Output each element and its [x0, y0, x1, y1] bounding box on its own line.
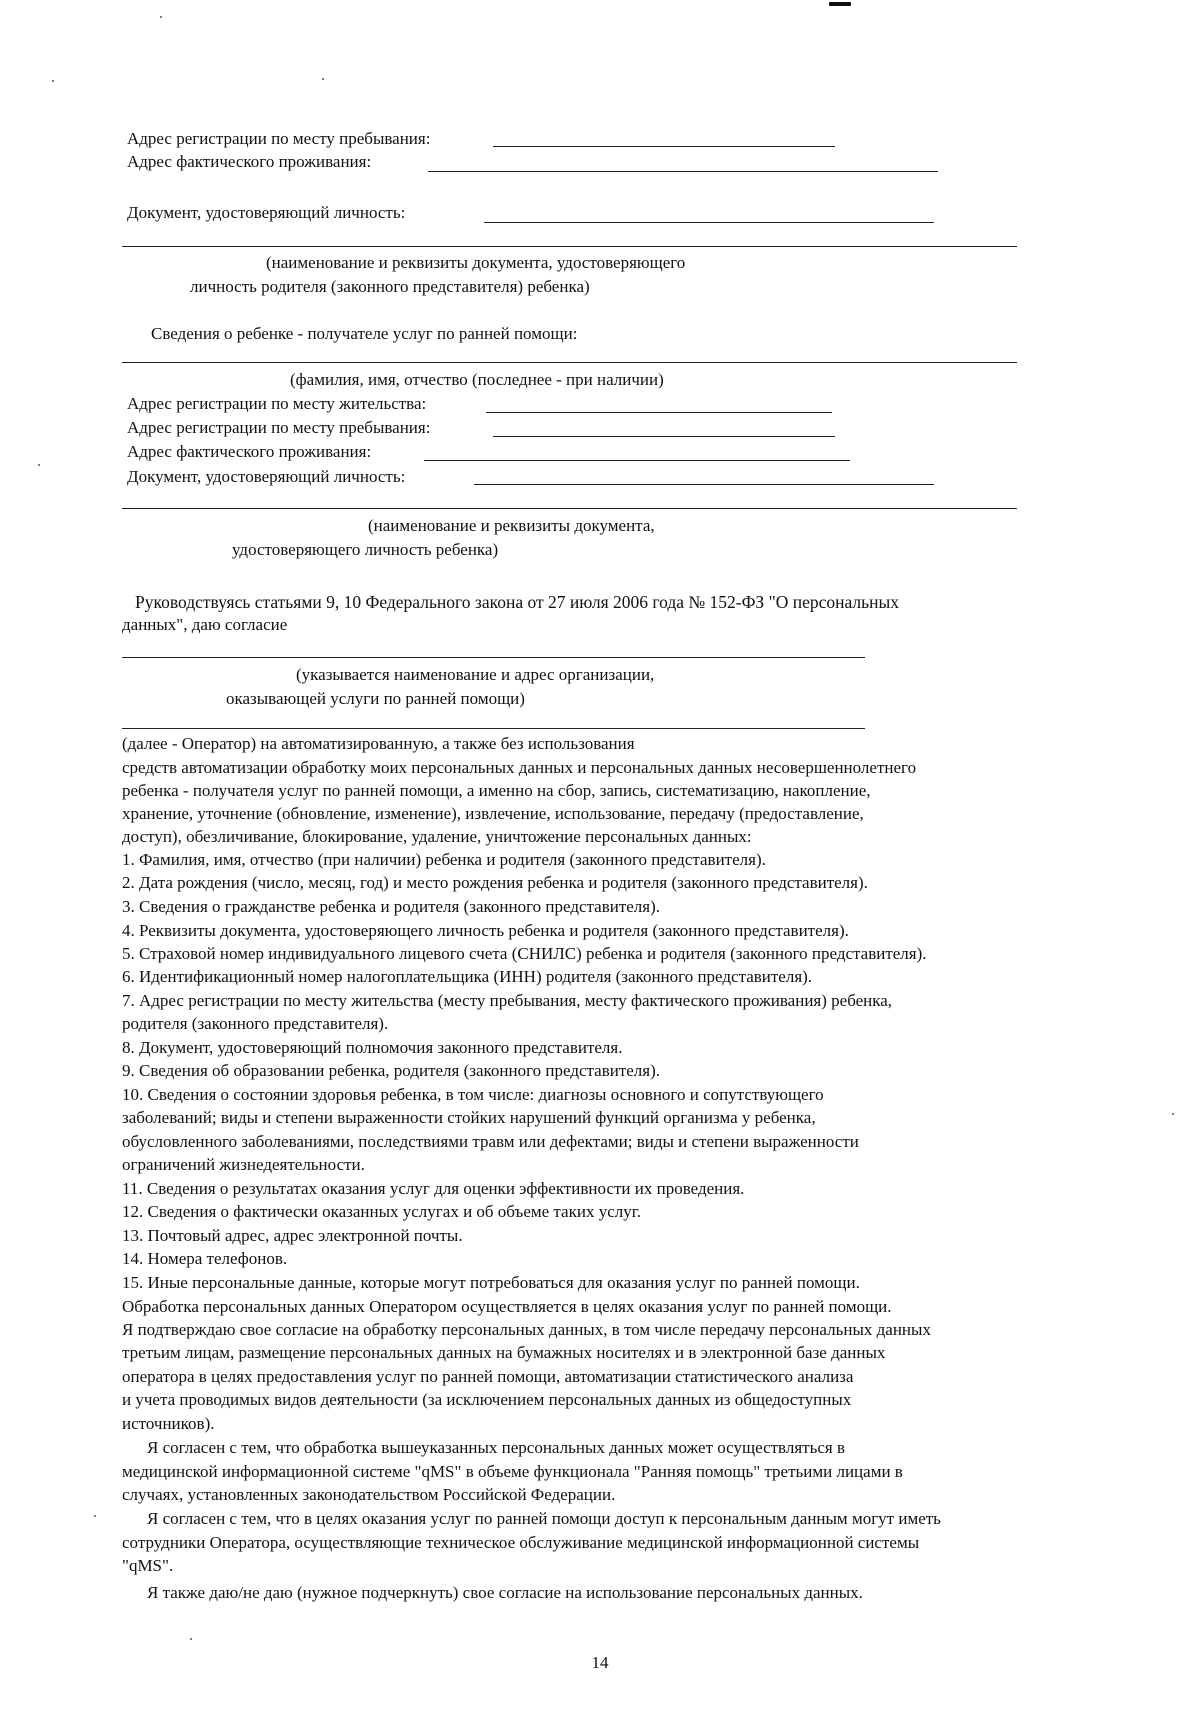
- consent-intro-line-2: данных", даю согласие: [122, 615, 288, 634]
- child-actual-address-label: Адрес фактического проживания:: [127, 442, 372, 461]
- child-identity-doc-caption-1: (наименование и реквизиты документа,: [368, 516, 655, 535]
- scan-speck: [52, 80, 54, 82]
- org-name-field[interactable]: [122, 657, 865, 658]
- operator-line: (далее - Оператор) на автоматизированную, а также без использования: [122, 734, 635, 753]
- list-item: 14. Номера телефонов.: [122, 1249, 288, 1268]
- list-item: 3. Сведения о гражданстве ребенка и родителя (законного представителя).: [122, 897, 661, 916]
- final-consent-line: Я также даю/не даю (нужное подчеркнуть) свое согласие на использование персональных данных.: [147, 1583, 863, 1602]
- closing-line-1: Обработка персональных данных Оператором осуществляется в целях оказания услуг по ранней помощи.: [122, 1297, 892, 1316]
- qms-para-2-line-3: "qMS".: [122, 1556, 174, 1575]
- child-reg-residence-field[interactable]: [486, 412, 832, 413]
- list-item: 11. Сведения о результатах оказания услуг для оценки эффективности их проведения.: [122, 1179, 745, 1198]
- page-number: 14: [591, 1653, 609, 1672]
- parent-identity-doc-field-line-2[interactable]: [122, 246, 1017, 247]
- child-heading: Сведения о ребенке - получателе услуг по ранней помощи:: [151, 324, 578, 343]
- qms-para-1-line-2: медицинской информационной системе "qMS" в объеме функционала "Ранняя помощь" третьими лицами в: [122, 1462, 903, 1481]
- list-item: 2. Дата рождения (число, месяц, год) и место рождения ребенка и родителя (законного представителя).: [122, 873, 868, 892]
- child-identity-doc-field[interactable]: [474, 484, 934, 485]
- closing-line-4: оператора в целях предоставления услуг по ранней помощи, автоматизации статистического анализа: [122, 1367, 854, 1386]
- child-identity-doc-caption-2: удостоверяющего личность ребенка): [232, 540, 499, 559]
- org-address-field[interactable]: [122, 728, 865, 729]
- scan-speck: [1172, 1113, 1174, 1115]
- list-item: 10. Сведения о состоянии здоровья ребенка, в том числе: диагнозы основного и сопутствующего: [122, 1085, 824, 1104]
- scan-speck: [160, 16, 162, 18]
- consent-body-line-1: средств автоматизации обработку моих персональных данных и персональных данных несовершеннолетнего: [122, 758, 917, 777]
- list-item: 1. Фамилия, имя, отчество (при наличии) ребенка и родителя (законного представителя).: [122, 850, 766, 869]
- scan-speck: [38, 464, 40, 466]
- closing-line-2: Я подтверждаю свое согласие на обработку персональных данных, в том числе передачу персональных данных: [122, 1320, 931, 1339]
- list-item: 8. Документ, удостоверяющий полномочия законного представителя.: [122, 1038, 623, 1057]
- list-item: 15. Иные персональные данные, которые могут потребоваться для оказания услуг по ранней помощи.: [122, 1273, 860, 1292]
- list-item: 13. Почтовый адрес, адрес электронной почты.: [122, 1226, 463, 1245]
- parent-actual-address-label: Адрес фактического проживания:: [127, 152, 372, 171]
- closing-line-3: третьим лицам, размещение персональных данных на бумажных носителях и в электронной базе данных: [122, 1343, 886, 1362]
- parent-identity-doc-field[interactable]: [484, 222, 934, 223]
- parent-identity-doc-caption-2: личность родителя (законного представителя) ребенка): [190, 277, 590, 296]
- list-item: 7. Адрес регистрации по месту жительства (месту пребывания, месту фактического проживания) ребенка,: [122, 991, 893, 1010]
- list-item: 6. Идентификационный номер налогоплательщика (ИНН) родителя (законного представителя).: [122, 967, 813, 986]
- parent-reg-stay-field[interactable]: [493, 146, 835, 147]
- child-reg-stay-label: Адрес регистрации по месту пребывания:: [127, 418, 431, 437]
- parent-identity-doc-caption-1: (наименование и реквизиты документа, удостоверяющего: [266, 253, 686, 272]
- scan-speck: [829, 2, 851, 6]
- consent-body-line-3: хранение, уточнение (обновление, изменение), извлечение, использование, передачу (предоставление,: [122, 804, 864, 823]
- parent-actual-address-field[interactable]: [428, 171, 938, 172]
- list-item: обусловленного заболеваниями, последствиями травм или дефектами; виды и степени выраженности: [122, 1132, 859, 1151]
- list-item: ограничений жизнедеятельности.: [122, 1155, 365, 1174]
- list-item: родителя (законного представителя).: [122, 1014, 389, 1033]
- parent-identity-doc-label: Документ, удостоверяющий личность:: [127, 203, 406, 222]
- child-name-field[interactable]: [122, 362, 1017, 363]
- scan-speck: [322, 78, 324, 80]
- child-identity-doc-label: Документ, удостоверяющий личность:: [127, 467, 406, 486]
- scan-speck: [190, 1638, 192, 1640]
- list-item: 4. Реквизиты документа, удостоверяющего личность ребенка и родителя (законного представителя).: [122, 921, 849, 940]
- qms-para-1-line-1: Я согласен с тем, что обработка вышеуказанных персональных данных может осуществляться в: [147, 1438, 845, 1457]
- org-caption-2: оказывающей услуги по ранней помощи): [226, 689, 525, 708]
- consent-body-line-4: доступ), обезличивание, блокирование, удаление, уничтожение персональных данных:: [122, 827, 752, 846]
- parent-reg-stay-label: Адрес регистрации по месту пребывания:: [127, 129, 431, 148]
- scan-speck: [94, 1515, 96, 1517]
- child-reg-residence-label: Адрес регистрации по месту жительства:: [127, 394, 427, 413]
- closing-line-6: источников).: [122, 1414, 215, 1433]
- consent-body-line-2: ребенка - получателя услуг по ранней помощи, а именно на сбор, запись, систематизацию, накопление,: [122, 781, 871, 800]
- child-name-caption: (фамилия, имя, отчество (последнее - при наличии): [290, 370, 664, 389]
- child-reg-stay-field[interactable]: [493, 436, 835, 437]
- org-caption-1: (указывается наименование и адрес организации,: [296, 665, 655, 684]
- list-item: 12. Сведения о фактически оказанных услугах и об объеме таких услуг.: [122, 1202, 642, 1221]
- consent-intro-line-1: Руководствуясь статьями 9, 10 Федерального закона от 27 июля 2006 года № 152-ФЗ "О персональных: [135, 592, 900, 612]
- closing-line-5: и учета проводимых видов деятельности (за исключением персональных данных из общедоступных: [122, 1390, 852, 1409]
- list-item: 5. Страховой номер индивидуального лицевого счета (СНИЛС) ребенка и родителя (законного представителя).: [122, 944, 927, 963]
- child-actual-address-field[interactable]: [424, 460, 850, 461]
- qms-para-1-line-3: случаях, установленных законодательством Российской Федерации.: [122, 1485, 616, 1504]
- qms-para-2-line-2: сотрудники Оператора, осуществляющие техническое обслуживание медицинской информационной системы: [122, 1533, 920, 1552]
- list-item: заболеваний; виды и степени выраженности стойких нарушений функций организма у ребенка,: [122, 1108, 816, 1127]
- qms-para-2-line-1: Я согласен с тем, что в целях оказания услуг по ранней помощи доступ к персональным данным могут иметь: [147, 1509, 941, 1528]
- list-item: 9. Сведения об образовании ребенка, родителя (законного представителя).: [122, 1061, 661, 1080]
- child-identity-doc-field-line-2[interactable]: [122, 508, 1017, 509]
